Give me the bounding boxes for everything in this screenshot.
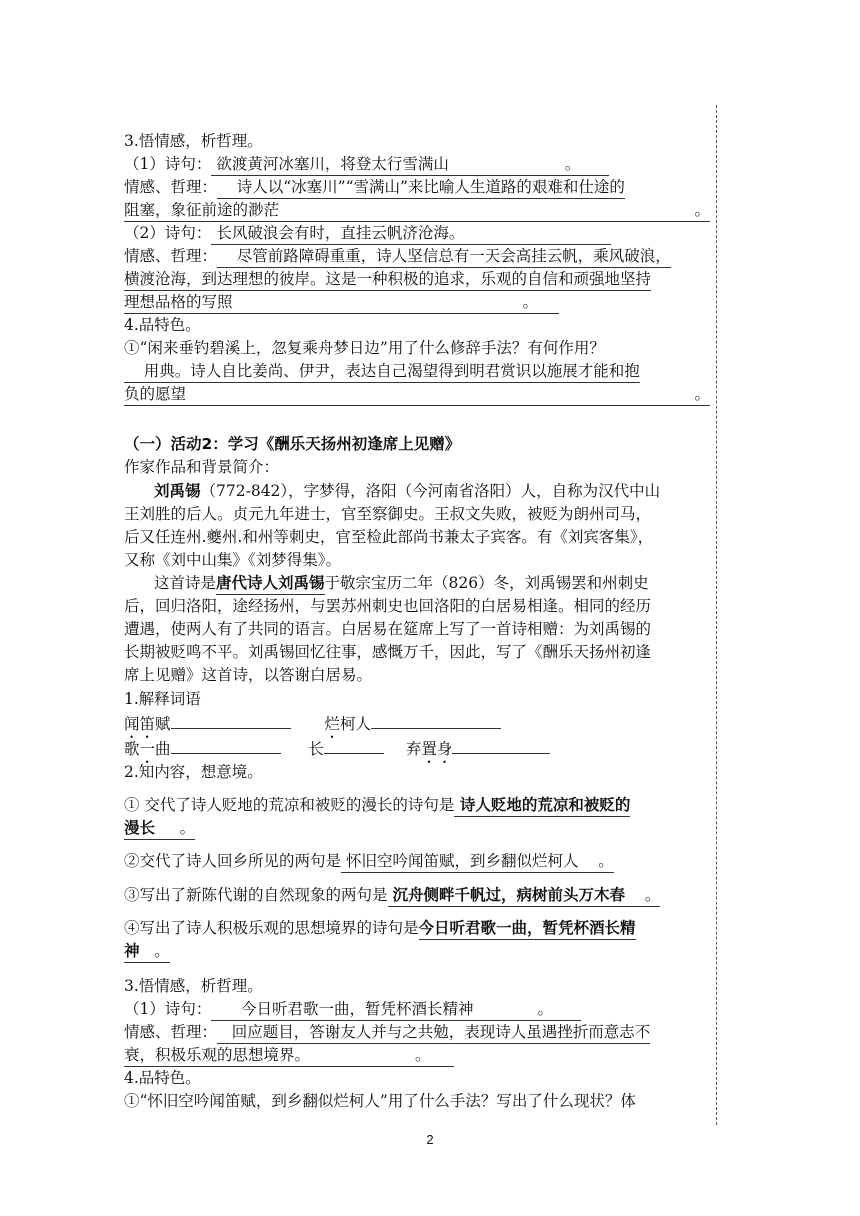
answer: [124, 940, 170, 963]
vocab-blank[interactable]: [171, 739, 281, 754]
answer-text: 阻塞，象征前途的渺茫: [124, 201, 280, 219]
answer-text: 今日听君歌一曲，暂凭杯酒长精神: [240, 1000, 474, 1018]
text: 这首诗是: [154, 574, 217, 592]
question: ① 交代了诗人贬地的荒凉和被贬的漫长的诗句是: [124, 796, 455, 814]
period: 。: [694, 385, 710, 403]
feature-answer: [124, 360, 640, 383]
answer: [217, 176, 625, 199]
vocab-word: 弃置身: [405, 740, 453, 758]
label: （1）诗句：: [124, 155, 212, 173]
feature-heading: 4.品特色。: [124, 316, 201, 334]
answer-text: 衰，积极乐观的思想境界。: [124, 1046, 311, 1064]
label: （2）诗句：: [124, 224, 212, 242]
period: 。: [522, 293, 539, 311]
answer-text: 怀旧空吟闻笛赋，到乡翻似烂柯人: [345, 852, 579, 870]
label: （1）诗句：: [124, 1000, 212, 1018]
intro-label: 作家作品和背景简介：: [124, 458, 280, 476]
answer: 横渡沧海，到达理想的彼岸。这是一种积极的追求，乐观的自信和顽强地坚持: [124, 268, 651, 291]
emotion-1-cont: [124, 199, 710, 222]
margin-dashed-line: [716, 105, 717, 1125]
vocab-word: 长: [308, 740, 324, 758]
background-line-5: 席上见赠》这首诗，以答谢白居易。: [124, 666, 373, 684]
bold-text: 唐代诗人刘禹锡: [216, 572, 325, 595]
background-line-4: 长期被贬鸣不平。刘禹锡回忆往事，感慨万千，因此，写了《酬乐天扬州初逢: [124, 643, 652, 661]
know-q4-cont: [124, 940, 170, 963]
answer-underline: [211, 998, 581, 1021]
bio-line-4: 又称《刘中山集》《刘梦得集》。: [124, 551, 342, 569]
feel-heading: 3.悟情感，析哲理。: [124, 977, 263, 995]
feature-question: ①“闲来垂钓碧溪上，忽复乘舟梦日边”用了什么修辞手法？有何作用？: [124, 339, 605, 357]
answer: 欲渡黄河冰塞川，将登太行雪满山: [216, 155, 449, 173]
label: 情感、哲理：: [124, 178, 218, 196]
vocab-blank[interactable]: [324, 739, 384, 754]
bio-line-3: 后又任连州.夔州.和州等刺史，官至检此部尚书兼太子宾客。有《刘宾客集》，: [124, 528, 654, 546]
label: 情感、哲理：: [124, 247, 218, 265]
answer: [124, 383, 710, 406]
answer: [388, 884, 661, 907]
know-q2: [124, 850, 614, 873]
answer: [217, 245, 671, 268]
answer-text: 漫长: [124, 819, 156, 837]
know-q4: [124, 917, 636, 940]
period: 。: [537, 1000, 553, 1018]
emotion-2-cont2: [124, 291, 559, 314]
char-question: ①“怀旧空吟闻笛赋，到乡翻似烂柯人”用了什么手法？写出了什么现状？体: [124, 1092, 636, 1110]
period: 。: [694, 201, 710, 219]
question: ④写出了诗人积极乐观的思想境界的诗句是: [124, 919, 419, 937]
emotion-1: [124, 176, 625, 199]
bio-text: （772-842），字梦得，洛阳（今河南省洛阳）人，自称为汉代中山: [200, 482, 661, 500]
vocab-word: 烂柯人: [324, 715, 371, 733]
char-heading: 4.品特色。: [124, 1069, 201, 1087]
poem-line-1: [124, 153, 609, 176]
emotion-2: [124, 245, 671, 268]
section-heading: 3.悟情感，析哲理。: [124, 132, 263, 150]
answer: 长风破浪会有时，直挂云帆济沧海。: [216, 224, 465, 242]
text: 于敬宗宝历二年（826）冬，刘禹锡罢和州刺史: [324, 574, 649, 592]
feel-poem: [124, 998, 581, 1021]
vocab-word: 歌一曲: [124, 740, 171, 758]
know-q1: [124, 794, 630, 817]
answer: [124, 1044, 454, 1067]
answer-text: 沉舟侧畔千帆过，病树前头万木春: [392, 886, 625, 904]
question: ③写出了新陈代谢的自然现象的两句是: [124, 886, 388, 904]
period: 。: [415, 1046, 431, 1064]
answer: [419, 917, 636, 940]
answer-text: 神: [124, 942, 140, 960]
period: 。: [179, 819, 196, 837]
vocab-word: 闻笛赋: [124, 715, 171, 733]
answer: [124, 360, 640, 383]
answer: [454, 794, 630, 817]
feel-emotion: [124, 1021, 650, 1044]
poem-line-2: [124, 222, 611, 245]
background-line-1: [154, 572, 649, 595]
answer-text: 诗人以“冰塞川”“雪满山”来比喻人生道路的艰难和仕途的: [236, 178, 625, 196]
know-q3: [124, 884, 660, 907]
period: 。: [644, 886, 661, 904]
label: 情感、哲理：: [124, 1023, 218, 1041]
feel-emotion-cont: [124, 1044, 454, 1067]
vocab-blank[interactable]: [371, 714, 501, 729]
background-line-3: 遭遇，使两人有了共同的语言。白居易在筵席上写了一首诗相赠：为刘禹锡的: [124, 620, 652, 638]
section-title: （一）活动2：学习《酬乐天扬州初逢席上见赠》: [124, 435, 461, 453]
bio-line-1: [154, 480, 660, 502]
period: 。: [564, 155, 581, 173]
vocab-heading: 1.解释词语: [124, 690, 201, 708]
vocab-blank[interactable]: [452, 739, 550, 754]
answer-underline: [211, 153, 609, 176]
answer-text: 负的愿望: [124, 385, 187, 403]
author-name: 刘禹锡: [154, 481, 201, 500]
answer: [124, 199, 710, 222]
vocab-blank[interactable]: [171, 714, 291, 729]
answer-underline: [211, 222, 611, 245]
know-q1-cont: [124, 817, 195, 840]
period: 。: [154, 942, 170, 960]
answer-text: 回应题目，答谢友人并与之共勉，表现诗人虽遇挫折而意志不: [231, 1023, 651, 1041]
answer: [124, 817, 195, 840]
answer-text: 用典。诗人自比姜尚、伊尹，表达自己渴望得到明君赏识以施展才能和抱: [143, 362, 640, 380]
answer-text: 尽管前路障碍重重，诗人坚信总有一天会高挂云帆，乘风破浪，: [236, 247, 671, 265]
answer: [341, 850, 614, 873]
answer-text: 今日听君歌一曲，暂凭杯酒长精: [418, 919, 636, 937]
emotion-2-cont: [124, 268, 651, 291]
bio-line-2: 王刘胜的后人。贞元九年进士，官至察御史。王叔文失败，被贬为朗州司马，: [124, 505, 652, 523]
page-number: 2: [426, 1132, 434, 1147]
know-heading: 2.知内容，想意境。: [124, 763, 263, 781]
question: ②交代了诗人回乡所见的两句是: [124, 852, 342, 870]
feature-answer-cont: [124, 383, 710, 406]
background-line-2: 后，回归洛阳，途经扬州，与罢苏州刺史也回洛阳的白居易相逢。相同的经历: [124, 597, 652, 615]
period: 。: [598, 852, 614, 870]
answer-text: 诗人贬地的荒凉和被贬的: [459, 796, 631, 814]
answer-text: 理想品格的写照: [124, 293, 233, 311]
answer: [217, 1021, 650, 1044]
answer: [124, 291, 559, 314]
